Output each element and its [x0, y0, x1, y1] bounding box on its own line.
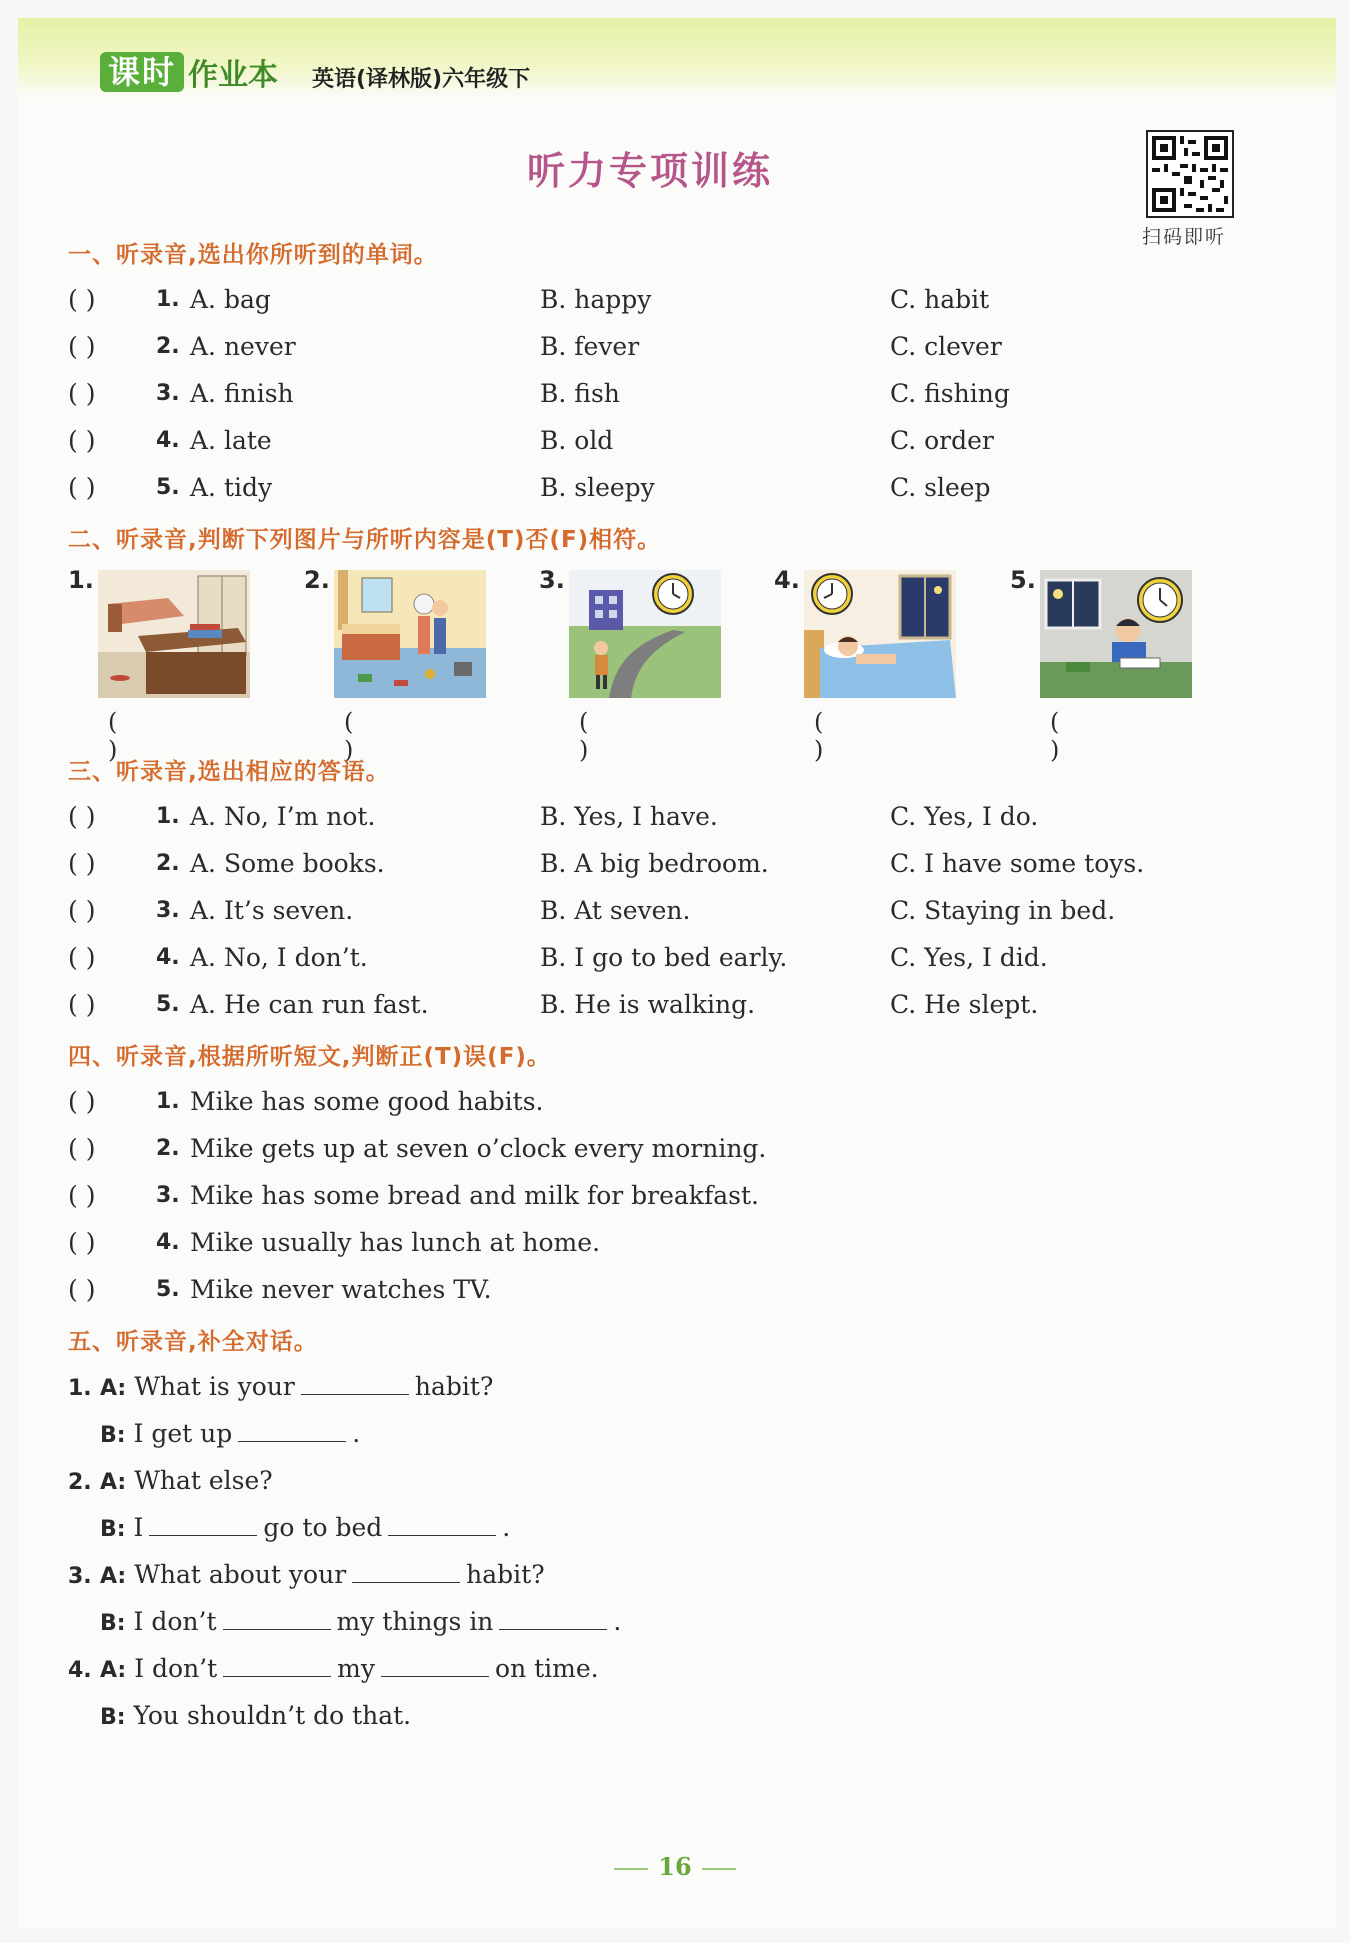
fill-blank[interactable]: [499, 1603, 607, 1630]
item-number: 4.: [156, 1230, 180, 1255]
item-number: 2.: [156, 1136, 180, 1161]
fill-blank[interactable]: [238, 1415, 346, 1442]
dialogue-text: .: [613, 1607, 622, 1636]
s4-item-5: [68, 1270, 1268, 1310]
dialogue-text: What about your: [134, 1560, 347, 1589]
answer-blank[interactable]: ( ): [68, 1228, 96, 1257]
s1-item-2: [68, 327, 1268, 367]
s3-item-3: [68, 891, 1268, 931]
page-title: 听力专项训练: [526, 149, 773, 193]
s3-item-4: [68, 938, 1268, 978]
picture-number: 1.: [68, 566, 94, 594]
picture-number: 3.: [539, 566, 565, 594]
s4-item-3: [68, 1176, 1268, 1216]
dialogue-text: habit?: [414, 1372, 494, 1401]
s1-item-5: [68, 468, 1268, 508]
subject-label: 英语(译林版)六年级下: [312, 67, 531, 92]
option-b: B. fever: [540, 332, 640, 361]
option-a: A. bag: [190, 285, 271, 314]
dialogue-text: I: [133, 1513, 144, 1542]
qr-label: 扫码即听: [1142, 226, 1227, 248]
dialogue-number: 2.: [68, 1470, 92, 1495]
item-number: 4.: [156, 945, 180, 970]
dialogue-1-a: [68, 1367, 493, 1409]
item-number: 3.: [156, 381, 180, 406]
man-sleeping-in-bed-picture: [804, 570, 956, 698]
answer-blank[interactable]: ( ): [579, 708, 589, 764]
speaker-a: A:: [100, 1658, 127, 1683]
statement-text: Mike has some good habits.: [190, 1087, 544, 1116]
picture-row: [68, 566, 1268, 764]
answer-blank[interactable]: ( ): [814, 708, 824, 764]
option-a: A. No, I don’t.: [190, 943, 368, 972]
picture-number: 4.: [774, 566, 800, 594]
statement-text: Mike usually has lunch at home.: [190, 1228, 601, 1257]
dialogue-2-b: [100, 1508, 510, 1550]
s3-item-2: [68, 844, 1268, 884]
option-c: C. Yes, I do.: [890, 802, 1039, 831]
option-b: B. happy: [540, 285, 652, 314]
option-c: C. order: [890, 426, 994, 455]
option-c: C. sleep: [890, 473, 991, 502]
option-b: B. Yes, I have.: [540, 802, 718, 831]
answer-blank[interactable]: ( ): [68, 473, 96, 502]
item-number: 5.: [156, 992, 180, 1017]
dialogue-number: 4.: [68, 1658, 92, 1683]
dialogue-3-a: [68, 1555, 545, 1597]
dialogue-text: go to bed: [263, 1513, 383, 1542]
option-b: B. At seven.: [540, 896, 691, 925]
item-number: 1.: [156, 1089, 180, 1114]
fill-blank[interactable]: [388, 1509, 496, 1536]
qr-code-icon[interactable]: [1146, 130, 1234, 218]
answer-blank[interactable]: ( ): [68, 1181, 96, 1210]
footer-rule: [614, 1868, 648, 1870]
messy-bedroom-picture: [334, 570, 486, 698]
fill-blank[interactable]: [352, 1556, 460, 1583]
section4-heading: 四、听录音,根据所听短文,判断正(T)误(F)。: [68, 1044, 551, 1070]
logo-text: 作业本: [188, 58, 279, 93]
page-number: 16: [658, 1852, 692, 1881]
option-c: C. Yes, I did.: [890, 943, 1048, 972]
item-number: 2.: [156, 851, 180, 876]
item-number: 5.: [156, 1277, 180, 1302]
section2-heading: 二、听录音,判断下列图片与所听内容是(T)否(F)相符。: [68, 527, 662, 553]
footer-rule: [702, 1868, 736, 1870]
item-number: 1.: [156, 287, 180, 312]
option-c: C. fishing: [890, 379, 1010, 408]
boy-walking-to-school-picture: [569, 570, 721, 698]
speaker-a: A:: [100, 1564, 127, 1589]
option-a: A. finish: [190, 379, 294, 408]
option-a: A. never: [190, 332, 296, 361]
answer-blank[interactable]: ( ): [68, 426, 96, 455]
option-a: A. No, I’m not.: [190, 802, 376, 831]
answer-blank[interactable]: ( ): [68, 849, 96, 878]
dialogue-text: I don’t: [134, 1654, 218, 1683]
dialogue-2-a: [68, 1461, 273, 1503]
speaker-b: B:: [100, 1423, 126, 1448]
boy-studying-at-night-picture: [1040, 570, 1192, 698]
answer-blank[interactable]: ( ): [68, 990, 96, 1019]
dialogue-3-b: [100, 1602, 621, 1644]
brand-logo: [100, 52, 278, 92]
answer-blank[interactable]: ( ): [68, 379, 96, 408]
option-b: B. sleepy: [540, 473, 655, 502]
dialogue-text: You shouldn’t do that.: [133, 1701, 412, 1730]
statement-text: Mike has some bread and milk for breakfast.: [190, 1181, 759, 1210]
option-c: C. habit: [890, 285, 990, 314]
dialogue-text: .: [352, 1419, 361, 1448]
option-b: B. He is walking.: [540, 990, 756, 1019]
tidy-bedroom-picture: [98, 570, 250, 698]
answer-blank[interactable]: ( ): [68, 943, 96, 972]
answer-blank[interactable]: ( ): [68, 1087, 96, 1116]
speaker-b: B:: [100, 1611, 126, 1636]
picture-number: 5.: [1010, 566, 1036, 594]
s4-item-1: [68, 1082, 1268, 1122]
logo-box: 课时: [100, 52, 184, 92]
s1-item-4: [68, 421, 1268, 461]
option-a: A. It’s seven.: [190, 896, 354, 925]
dialogue-number: 1.: [68, 1376, 92, 1401]
speaker-b: B:: [100, 1705, 126, 1730]
dialogue-text: I don’t: [133, 1607, 217, 1636]
option-c: C. He slept.: [890, 990, 1039, 1019]
page-footer: [0, 1852, 1350, 1881]
item-number: 5.: [156, 475, 180, 500]
dialogue-text: What else?: [134, 1466, 273, 1495]
item-number: 1.: [156, 804, 180, 829]
speaker-a: A:: [100, 1376, 127, 1401]
item-number: 4.: [156, 428, 180, 453]
answer-blank[interactable]: ( ): [68, 332, 96, 361]
option-b: B. fish: [540, 379, 620, 408]
section3-heading: 三、听录音,选出相应的答语。: [68, 759, 390, 785]
speaker-a: A:: [100, 1470, 127, 1495]
answer-blank[interactable]: ( ): [68, 285, 96, 314]
fill-blank[interactable]: [301, 1368, 409, 1395]
s1-item-1: [68, 280, 1268, 320]
dialogue-1-b: [100, 1414, 360, 1456]
option-a: A. tidy: [190, 473, 273, 502]
option-b: B. A big bedroom.: [540, 849, 769, 878]
s1-item-3: [68, 374, 1268, 414]
answer-blank[interactable]: ( ): [68, 802, 96, 831]
statement-text: Mike never watches TV.: [190, 1275, 492, 1304]
option-a: A. Some books.: [190, 849, 385, 878]
item-number: 2.: [156, 334, 180, 359]
option-a: A. late: [190, 426, 272, 455]
answer-blank[interactable]: ( ): [68, 1275, 96, 1304]
s3-item-1: [68, 797, 1268, 837]
picture-number: 2.: [304, 566, 330, 594]
s3-item-5: [68, 985, 1268, 1025]
answer-blank[interactable]: ( ): [344, 708, 354, 764]
dialogue-text: What is your: [134, 1372, 295, 1401]
section1-heading: 一、听录音,选出你所听到的单词。: [68, 242, 438, 268]
fill-blank[interactable]: [149, 1509, 257, 1536]
fill-blank[interactable]: [223, 1650, 331, 1677]
option-c: C. Staying in bed.: [890, 896, 1116, 925]
dialogue-text: my things in: [336, 1607, 494, 1636]
fill-blank[interactable]: [381, 1650, 489, 1677]
option-a: A. He can run fast.: [190, 990, 429, 1019]
section5-heading: 五、听录音,补全对话。: [68, 1329, 318, 1355]
answer-blank[interactable]: ( ): [108, 708, 118, 764]
dialogue-text: habit?: [466, 1560, 545, 1589]
item-number: 3.: [156, 1183, 180, 1208]
statement-text: Mike gets up at seven o’clock every morning.: [190, 1134, 767, 1163]
fill-blank[interactable]: [223, 1603, 331, 1630]
answer-blank[interactable]: ( ): [68, 1134, 96, 1163]
option-c: C. I have some toys.: [890, 849, 1145, 878]
answer-blank[interactable]: ( ): [1050, 708, 1060, 764]
item-number: 3.: [156, 898, 180, 923]
dialogue-4-a: [68, 1649, 599, 1691]
option-c: C. clever: [890, 332, 1002, 361]
dialogue-text: on time.: [495, 1654, 599, 1683]
dialogue-text: I get up: [133, 1419, 233, 1448]
s4-item-4: [68, 1223, 1268, 1263]
s4-item-2: [68, 1129, 1268, 1169]
option-b: B. old: [540, 426, 614, 455]
dialogue-text: my: [337, 1654, 376, 1683]
option-b: B. I go to bed early.: [540, 943, 788, 972]
dialogue-4-b: [100, 1696, 411, 1738]
speaker-b: B:: [100, 1517, 126, 1542]
dialogue-text: .: [502, 1513, 511, 1542]
dialogue-number: 3.: [68, 1564, 92, 1589]
answer-blank[interactable]: ( ): [68, 896, 96, 925]
